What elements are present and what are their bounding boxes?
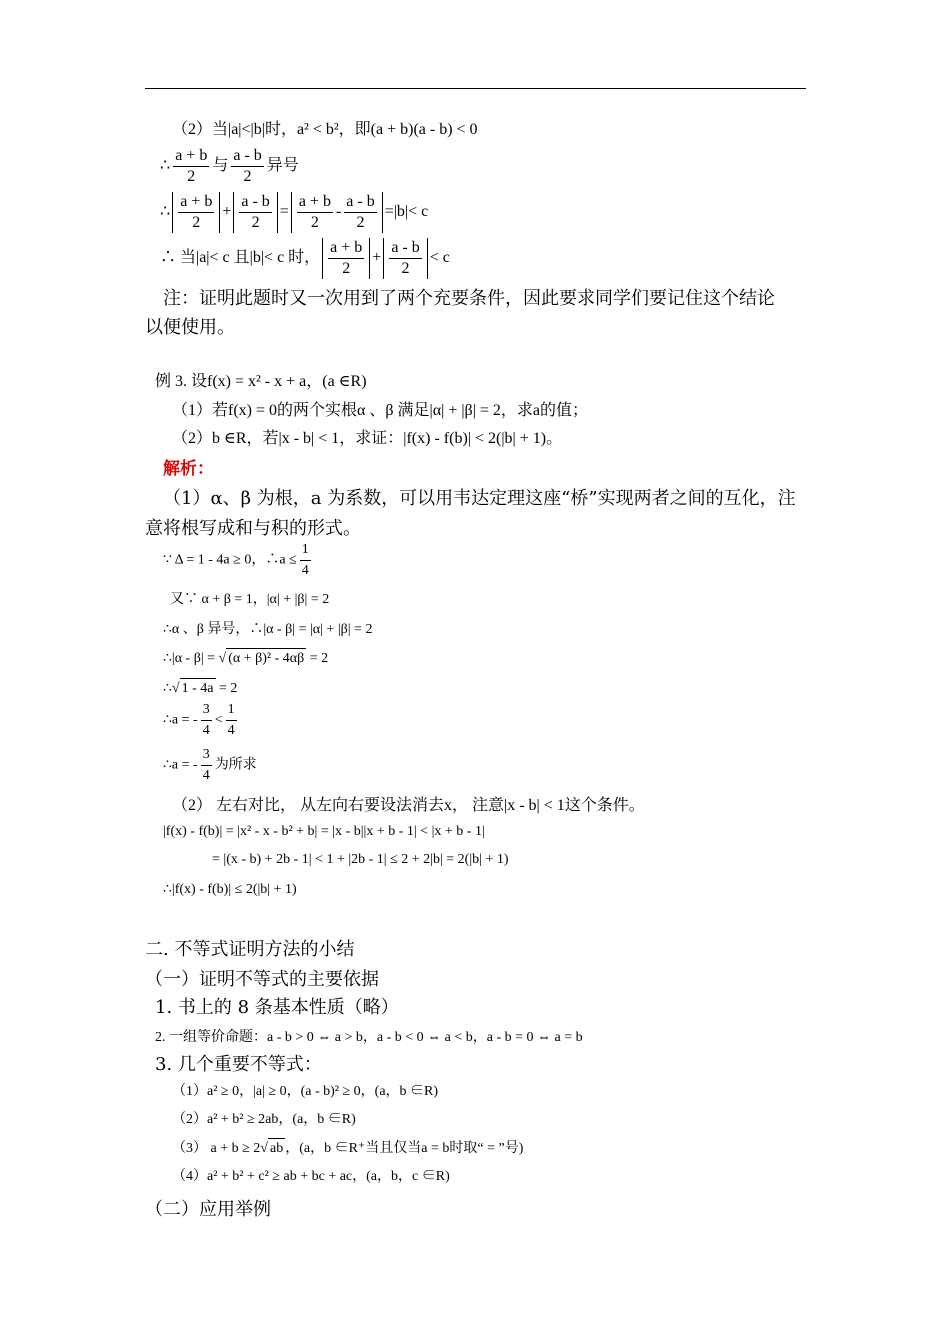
example3-question-1: （1）若f(x) = 0的两个实根α 、β 满足|α| + |β| = 2，求a的值；: [172, 402, 589, 419]
example3-question-2: （2）b ∈R，若|x - b| < 1，求证：|f(x) - f(b)| < 2(|b| + 1)。: [172, 430, 563, 447]
absolute-value: $\frac{a - b}{2}$: [233, 192, 277, 233]
part-2-line-3: ∴|f(x) - f(b)| ≤ 2(|b| + 1): [163, 882, 297, 897]
step-5: ∴√ 1 - 4a = 2: [163, 678, 237, 699]
fraction: $\frac{a + b}{2}$: [175, 147, 208, 185]
absolute-value: $\frac{a + b}{2}$: [172, 192, 220, 233]
example3-title: 例 3. 设f(x) = x² - x + a，(a ∈R): [155, 373, 367, 390]
step-7: ∴a = - $\frac{3}{4}$ 为所求: [163, 745, 257, 786]
fraction: $\frac{1}{4}$: [227, 702, 235, 738]
step-1: ∵ Δ = 1 - 4a ≥ 0，∴a ≤ $\frac{1}{4}$: [163, 540, 314, 581]
square-root: 1 - 4a: [180, 678, 216, 699]
step-6: ∴a = - $\frac{3}{4}$ < $\frac{1}{4}$: [163, 700, 240, 741]
fraction: $\frac{3}{4}$: [202, 702, 210, 738]
analysis-intro-2: 意将根写成和与积的形式。: [145, 518, 361, 539]
inequality-3: （3） a + b ≥ 2√ ab ，(a，b ∈R⁺当且仅当a = b时取“ = ”号): [172, 1138, 523, 1159]
section2-title: 二. 不等式证明方法的小结: [145, 939, 355, 960]
step-2: 又∵ α + β = 1，|α| + |β| = 2: [170, 592, 330, 607]
square-root: ab: [268, 1138, 285, 1159]
section2-item-2: 2. 一组等价命题：a - b > 0 ⇔ a > b，a - b < 0 ⇔ a < b，a - b = 0 ⇔ a = b: [155, 1030, 583, 1045]
note-line-2: 以便使用。: [145, 317, 235, 338]
part-2-line-1: |f(x) - f(b)| = |x² - x - b² + b| = |x - b||x + b - 1| < |x + b - 1|: [163, 824, 485, 839]
inequality-1: （1）a² ≥ 0，|a| ≥ 0，(a - b)² ≥ 0，(a，b ∈R): [172, 1084, 439, 1099]
proof-line-4: ∴ 当|a|< c 且|b|< c 时， $\frac{a + b}{2}$ + $\frac{a - b}{2}$ < c: [160, 239, 450, 277]
analysis-label: 解析：: [163, 459, 214, 479]
proof-line-2: ∴ $\frac{a + b}{2}$ 与 $\frac{a - b}{2}$ 异号: [160, 147, 299, 185]
step-3: ∴α 、β 异号，∴|α - β| = |α| + |β| = 2: [163, 622, 373, 637]
step-4: ∴|α - β| = √ (α + β)² - 4αβ = 2: [163, 648, 328, 669]
absolute-value: $\frac{a + b}{2}$: [322, 238, 370, 279]
part-2-line-2: = |(x - b) + 2b - 1| < 1 + |2b - 1| ≤ 2 + 2|b| = 2(|b| + 1): [212, 852, 509, 867]
section2-sub-1: （一）证明不等式的主要依据: [145, 969, 379, 990]
header-rule: [145, 88, 806, 89]
section2-item-3: 3. 几个重要不等式：: [155, 1054, 322, 1075]
analysis-intro-1: （1）α、β 为根，a 为系数，可以用韦达定理这座“桥”实现两者之间的互化，注: [163, 488, 796, 509]
square-root: (α + β)² - 4αβ: [226, 648, 306, 669]
absolute-value: $\frac{a + b}{2}$ - $\frac{a - b}{2}$: [291, 192, 383, 233]
proof-line-1: （2）当|a|<|b|时，a² < b²，即(a + b)(a - b) < 0: [172, 121, 478, 138]
section2-sub-2: （二）应用举例: [145, 1199, 271, 1220]
section2-item-1: 1. 书上的 8 条基本性质（略）: [155, 997, 399, 1018]
proof-line-3: ∴ $\frac{a + b}{2}$ + $\frac{a - b}{2}$ = $\frac{a + b}{2}$ - $\frac{a - b}{2}$ =|b|< c: [160, 193, 429, 231]
fraction: $\frac{a - b}{2}$: [233, 147, 262, 185]
part-2-intro: （2） 左右对比， 从左向右要设法消去x， 注意|x - b| < 1这个条件。: [172, 797, 645, 814]
fraction: $\frac{1}{4}$: [301, 542, 309, 578]
inequality-2: （2）a² + b² ≥ 2ab，(a，b ∈R): [172, 1112, 356, 1127]
note-line-1: 注：证明此题时又一次用到了两个充要条件，因此要求同学们要记住这个结论: [163, 288, 775, 309]
fraction: $\frac{3}{4}$: [202, 747, 210, 783]
inequality-4: （4）a² + b² + c² ≥ ab + bc + ac，(a，b，c ∈R): [172, 1169, 450, 1184]
absolute-value: $\frac{a - b}{2}$: [383, 238, 427, 279]
